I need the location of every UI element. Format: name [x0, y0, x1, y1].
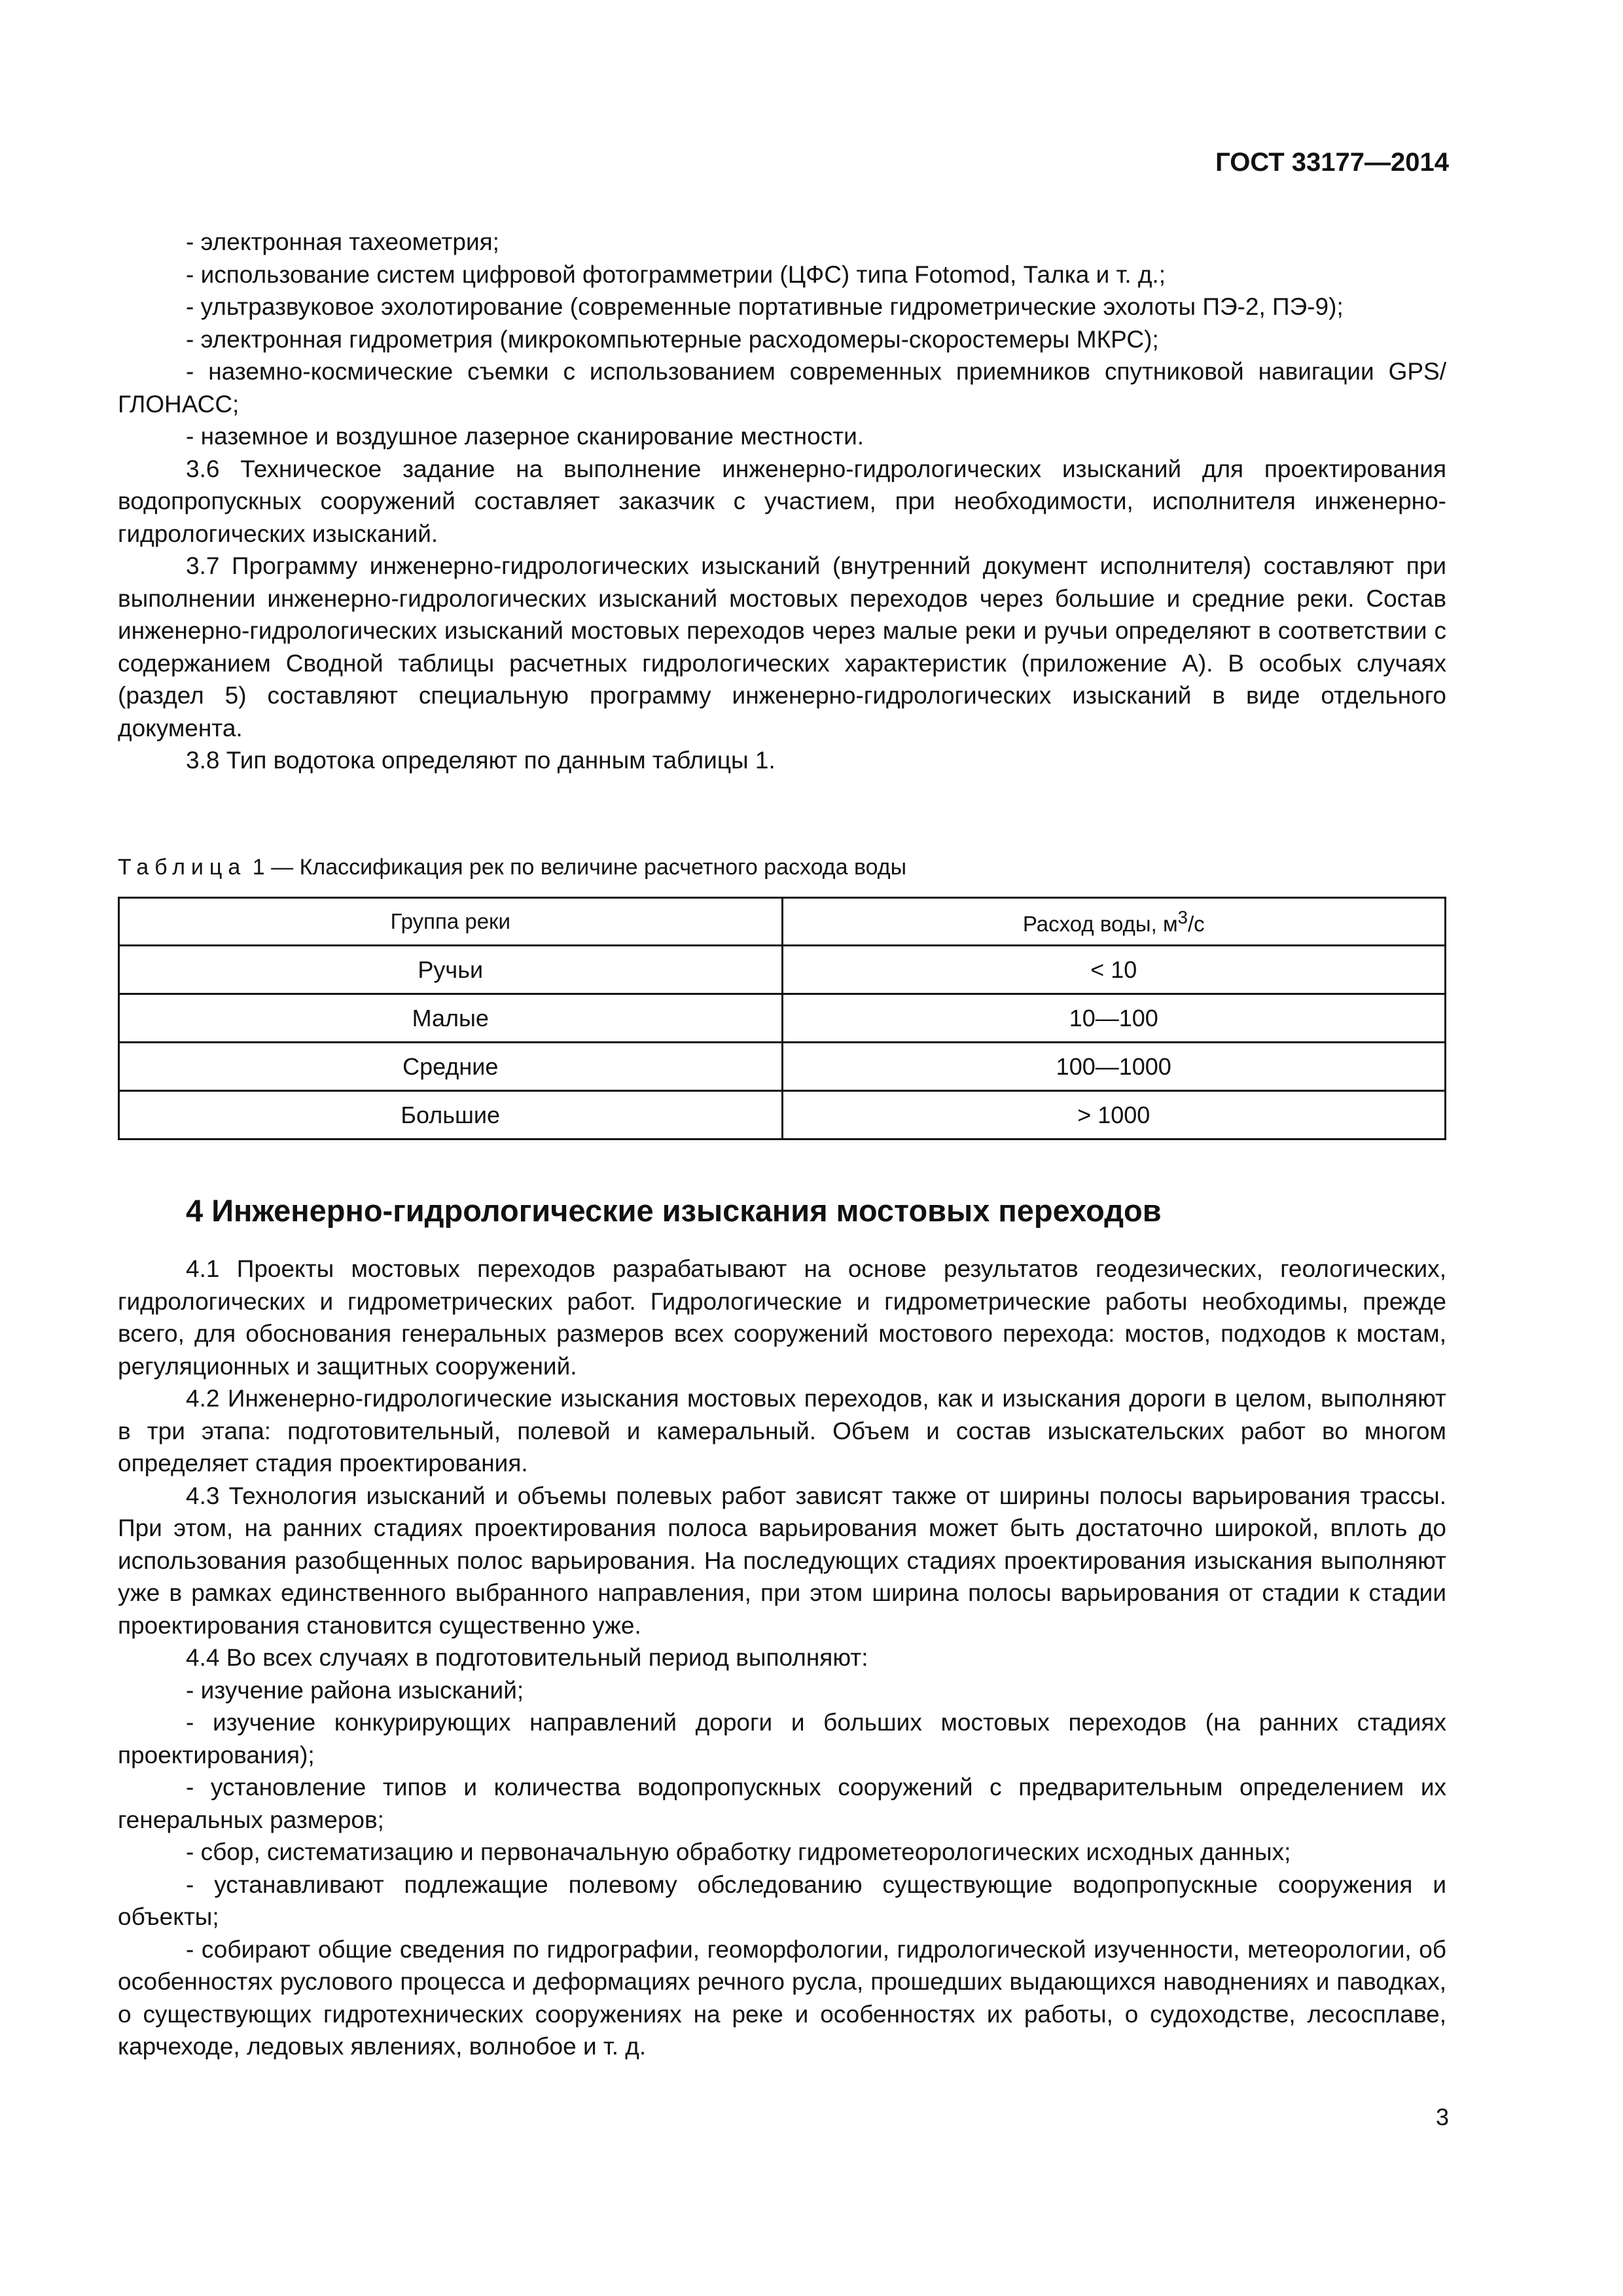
paragraph-4-1: 4.1 Проекты мостовых переходов разрабатывают на основе результатов геодезических, геологических, гидрологических и гидрометрических работ. Гидрологические и гидрометрические работы необходимы, прежде всего, для обоснования генеральных размеров всех сооружений мостового перехода: мостов, подходов к мостам, регуляционных и защитных сооружений. [118, 1255, 1446, 1380]
table-cell-group: Малые [119, 994, 783, 1043]
list-item: - сбор, систематизацию и первоначальную обработку гидрометеорологических исходных данных; [186, 1839, 1291, 1865]
list-item: - наземное и воздушное лазерное сканирование местности. [186, 423, 865, 450]
table-caption [118, 855, 906, 880]
table-caption-text: 1 — Классификация рек по величине расчетного расхода воды [252, 855, 907, 880]
list-item: - собирают общие сведения по гидрографии, геоморфологии, гидрологической изученности, метеорологии, об особенностях руслового процесса и деформациях речного русла, прошедших выдающихся наводнениях и паводках, о существующих гидротехнических сооружениях на реке и особенностях их работы, о судоходстве, лесосплаве, карчеходе, ледовых явлениях, волнобое и т. д. [118, 1935, 1446, 2060]
list-item: - изучение конкурирующих направлений дороги и больших мостовых переходов (на ранних стадиях проектирования); [118, 1709, 1446, 1768]
section-4-body [118, 1253, 1446, 2063]
table-row [119, 1091, 1446, 1139]
table-cell-group: Ручьи [119, 946, 783, 994]
paragraph-4-3: 4.3 Технология изысканий и объемы полевых работ зависят также от ширины полосы варьирования трассы. При этом, на ранних стадиях проектирования полоса варьирования может быть достаточно широкой, вплоть до использования разобщенных полос варьирования. На последующих стадиях проектирования изыскания выполняют уже в рамках единственного выбранного направления, при этом ширина полосы варьирования от стадии к стадии проектирования становится существенно уже. [118, 1482, 1446, 1639]
column-header-group: Группа реки [119, 898, 783, 946]
table-cell-group: Большие [119, 1091, 783, 1139]
document-code: ГОСТ 33177—2014 [1215, 148, 1449, 177]
table-header-row [119, 898, 1446, 946]
list-item: - электронная тахеометрия; [186, 228, 499, 255]
paragraph-3-6: 3.6 Техническое задание на выполнение инженерно-гидрологических изысканий для проектирования водопропускных сооружений составляет заказчик с участием, при необходимости, исполнителя инженерно-гидрологических изысканий. [118, 455, 1446, 547]
list-item: - ультразвуковое эхолотирование (современные портативные гидрометрические эхолоты ПЭ-2, ПЭ-9); [186, 293, 1344, 320]
table-row [119, 1043, 1446, 1091]
table-row [119, 994, 1446, 1043]
table-cell-flow: < 10 [782, 946, 1446, 994]
paragraph-3-8: 3.8 Тип водотока определяют по данным таблицы 1. [186, 747, 776, 774]
table-cell-flow: 100—1000 [782, 1043, 1446, 1091]
table-row [119, 946, 1446, 994]
paragraph-4-4: 4.4 Во всех случаях в подготовительный период выполняют: [186, 1644, 868, 1671]
column-header-flow: Расход воды, $м^3/с$ [782, 898, 1446, 946]
list-item: - изучение района изысканий; [186, 1676, 524, 1704]
river-classification-table [118, 897, 1446, 1140]
paragraph-3-7: 3.7 Программу инженерно-гидрологических изысканий (внутренний документ исполнителя) составляют при выполнении инженерно-гидрологических изысканий мостовых переходов через большие и средние реки. Состав инженерно-гидрологических изысканий мостовых переходов через малые реки и ручьи определяют в соответствии с содержанием Сводной таблицы расчетных гидрологических характеристик (приложение А). В особых случаях (раздел 5) составляют специальную программу инженерно-гидрологических изысканий в виде отдельного документа. [118, 552, 1446, 742]
list-item: - наземно-космические съемки с использованием современных приемников спутниковой навигации GPS/ГЛОНАСС; [118, 358, 1446, 418]
section-4-title: 4 Инженерно-гидрологические изыскания мостовых переходов [186, 1193, 1162, 1228]
list-item: - использование систем цифровой фотограмметрии (ЦФС) типа Fotomod, Талка и т. д.; [186, 260, 1166, 288]
table-cell-group: Средние [119, 1043, 783, 1091]
table-cell-flow: > 1000 [782, 1091, 1446, 1139]
paragraph-4-2: 4.2 Инженерно-гидрологические изыскания мостовых переходов, как и изыскания дороги в целом, выполняют в три этапа: подготовительный, полевой и камеральный. Объем и состав изыскательских работ во многом определяет стадия проектирования. [118, 1385, 1446, 1477]
list-item: - электронная гидрометрия (микрокомпьютерные расходомеры-скоростемеры МКРС); [186, 325, 1159, 353]
list-item: - устанавливают подлежащие полевому обследованию существующие водопропускные сооружения и объекты; [118, 1871, 1446, 1930]
section-3-continuation [118, 226, 1446, 777]
table-caption-label: Таблица [118, 855, 247, 880]
page-number: 3 [1435, 2104, 1449, 2130]
list-item: - установление типов и количества водопропускных сооружений с предварительным определением их генеральных размеров; [118, 1774, 1446, 1833]
table-cell-flow: 10—100 [782, 994, 1446, 1043]
